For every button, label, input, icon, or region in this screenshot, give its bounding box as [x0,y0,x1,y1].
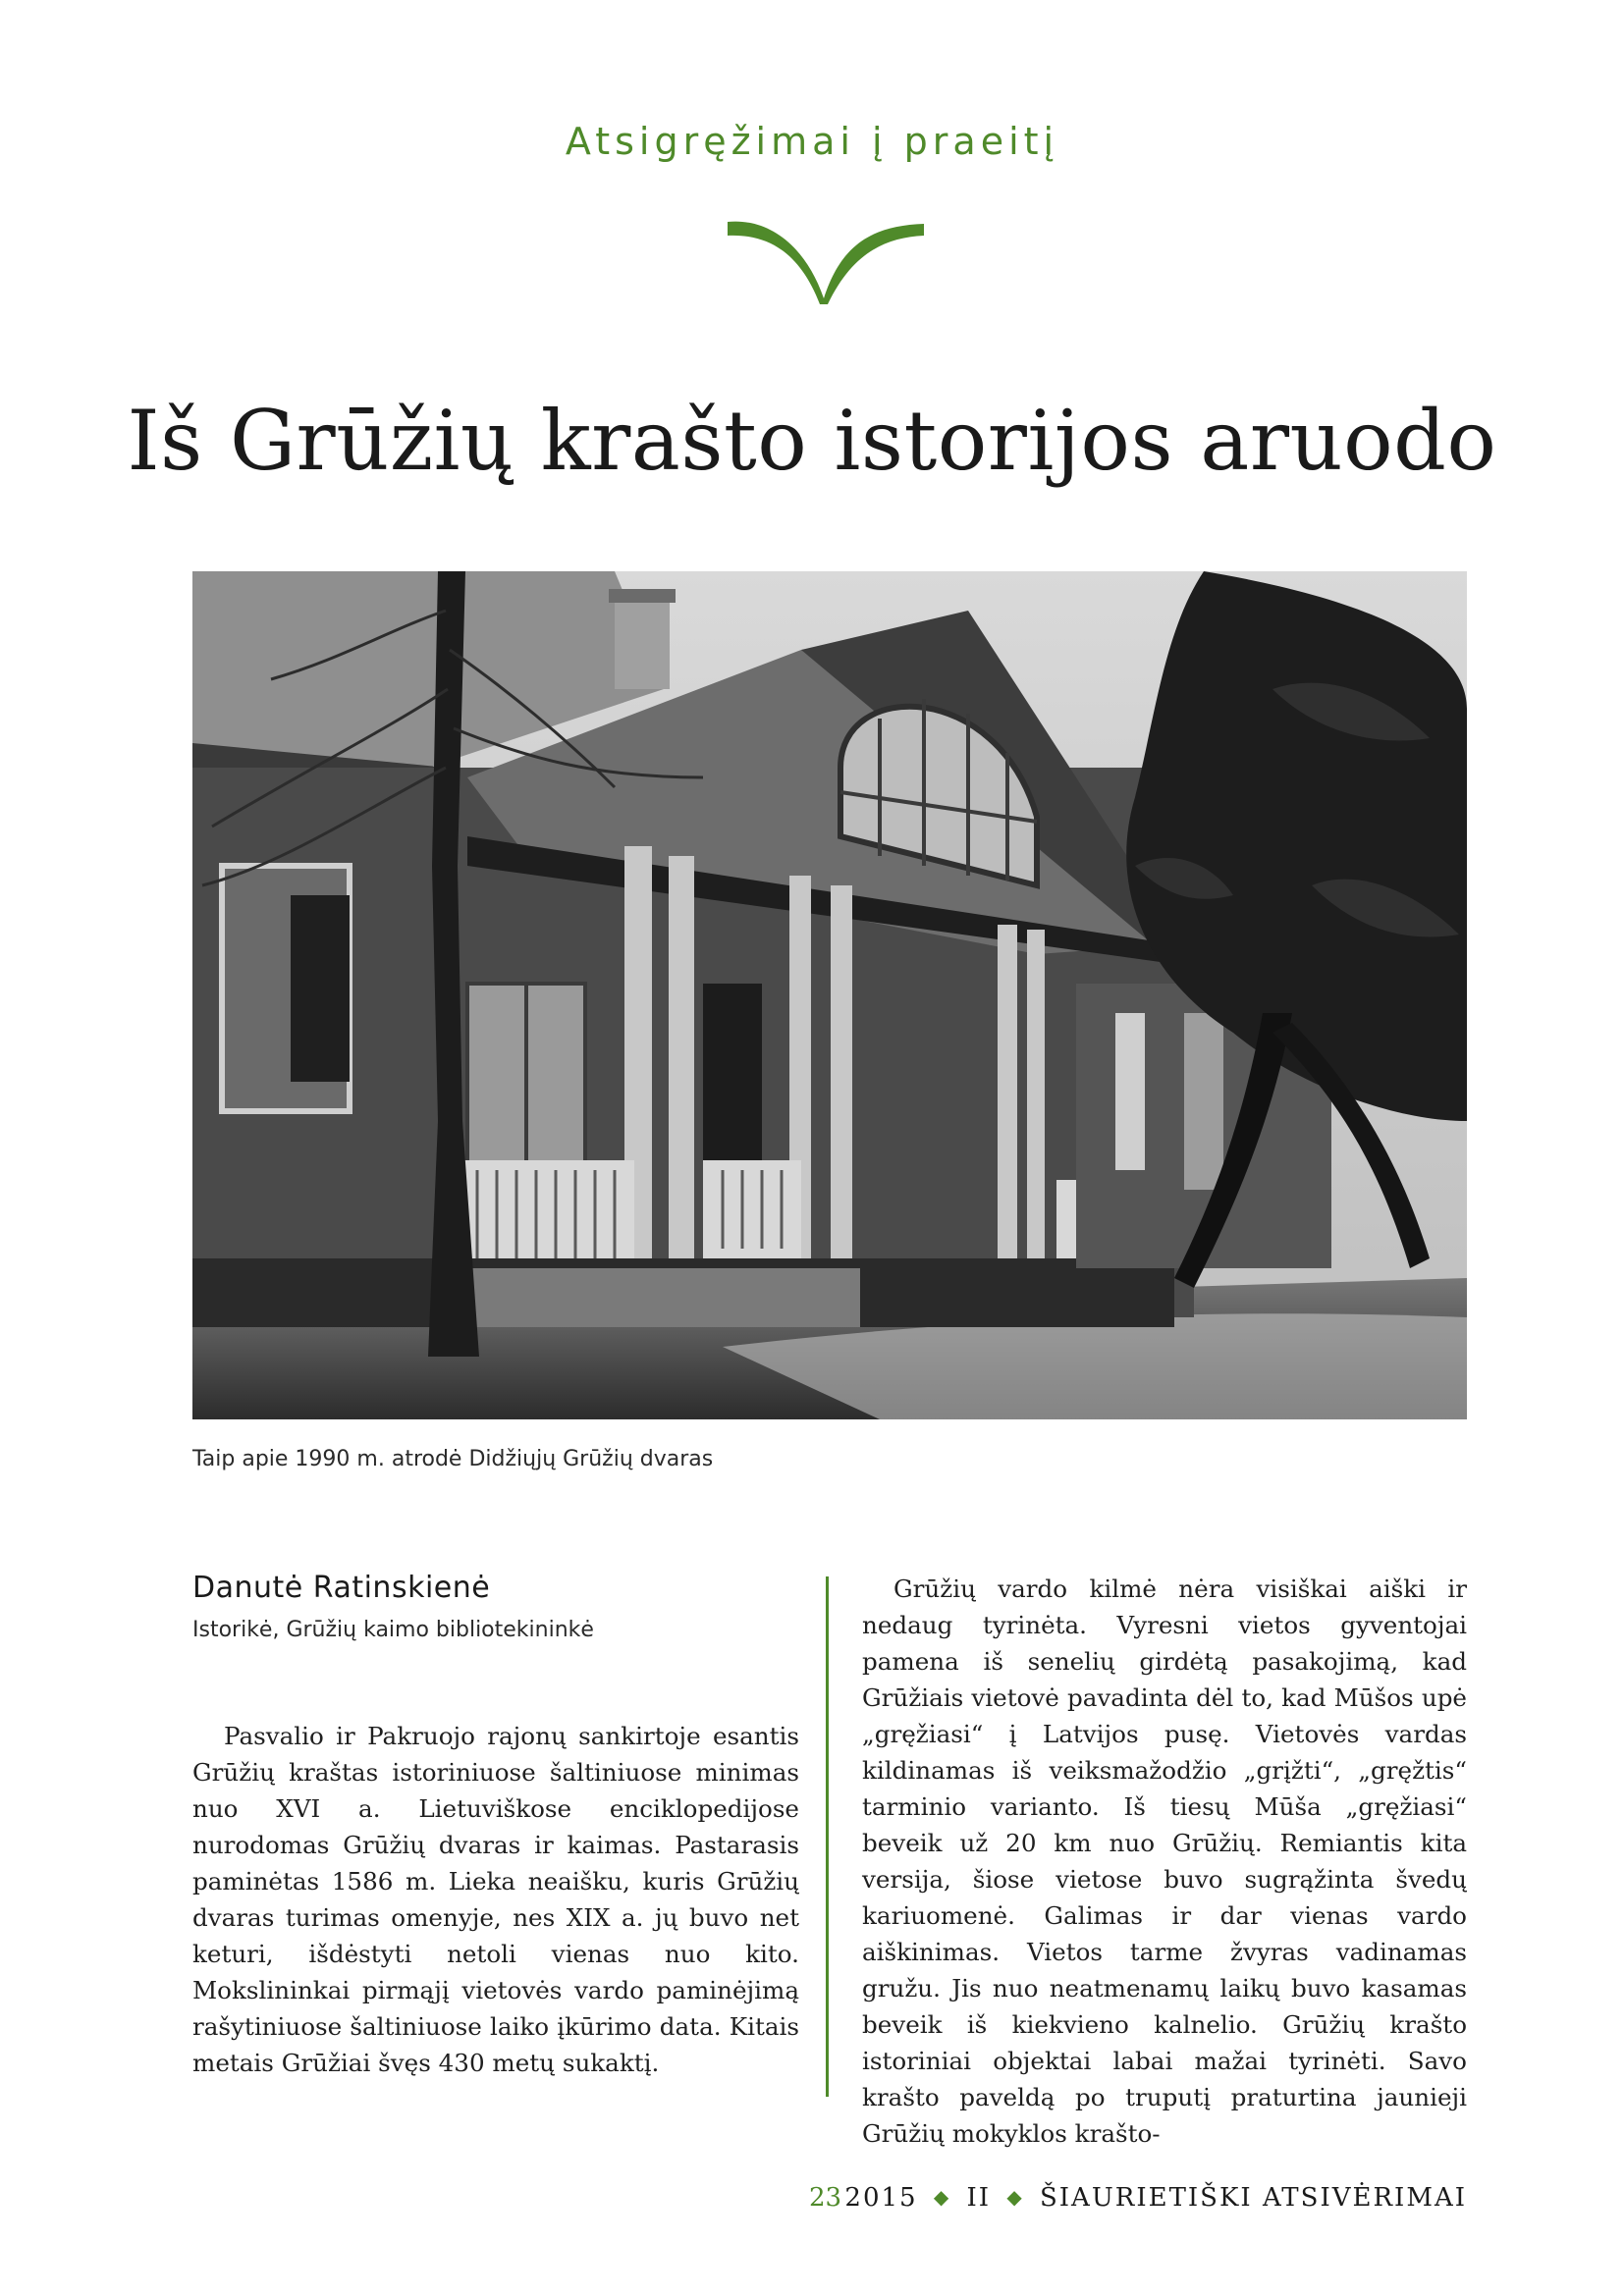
footer-journal-name: ŠIAURIETIŠKI ATSIVĖRIMAI [1039,2183,1467,2213]
manor-house-photo [192,571,1467,1419]
page-number: 23 [809,2183,842,2213]
diamond-icon: ◆ [933,2185,951,2209]
article-title: Iš Grūžių krašto istorijos aruodo [127,393,1497,489]
article-paragraph: Pasvalio ir Pakruojo rajonų sankirtoje esantis Grūžių kraštas istoriniuose šaltiniuose minimas nuo XVI a. Lietuviškose enciklopedijose nurodomas Grūžių dvaras ir kaimas. Pastarasis paminėtas 1586 m. Lieka neaišku, kuris Grūžių dvaras turimas omenyje, nes XIX a. jų buvo net keturi, išdėstyti netoli vienas nuo kito. Mokslininkai pirmąjį vietovės vardo paminėjimą rašytiniuose šaltiniuose laiko įkūrimo data. Kitais metais Grūžiai švęs 430 metų sukaktį. [192,1722,799,2077]
author-affiliation: Istorikė, Grūžių kaimo bibliotekininkė [192,1618,594,1642]
column-divider [826,1576,829,2097]
section-label: Atsigręžimai į praeitį [565,120,1059,163]
footer-issue: II [966,2183,992,2213]
diamond-icon: ◆ [1006,2185,1024,2209]
author-name: Danutė Ratinskienė [192,1571,491,1605]
footer-year: 2015 [844,2183,918,2213]
article-paragraph: Grūžių vardo kilmė nėra visiškai aiški ir nedaug tyrinėta. Vyresni vietos gyventojai pamena iš senelių girdėtą pasakojimą, kad Grūžiais vietovė pavadinta dėl to, kad Mūšos upė „gręžiasi“ į Latvijos pusę. Vietovės vardas kildinamas iš veiksmažodžio „grįžti“, „gręžtis“ tarminio varianto. Iš tiesų Mūša „gręžiasi“ beveik už 20 km nuo Grūžių. Remiantis kita versija, šiose vietose buvo sugrąžinta švedų kariuomenė. Galimas ir dar vienas vardo aiškinimas. Vietos tarme žvyras vadinamas gružu. Jis nuo neatmenamų laikų buvo kasamas beveik iš kiekvieno kalnelio. Grūžių krašto istoriniai objektai labai mažai tyrinėti. Savo krašto paveldą po truputį praturtina jaunieji Grūžių mokyklos krašto- [862,1575,1467,2148]
photo-caption: Taip apie 1990 m. atrodė Didžiųjų Grūžių dvaras [192,1447,714,1471]
journal-footer [844,2183,1467,2213]
chevron-v-icon [726,208,926,306]
